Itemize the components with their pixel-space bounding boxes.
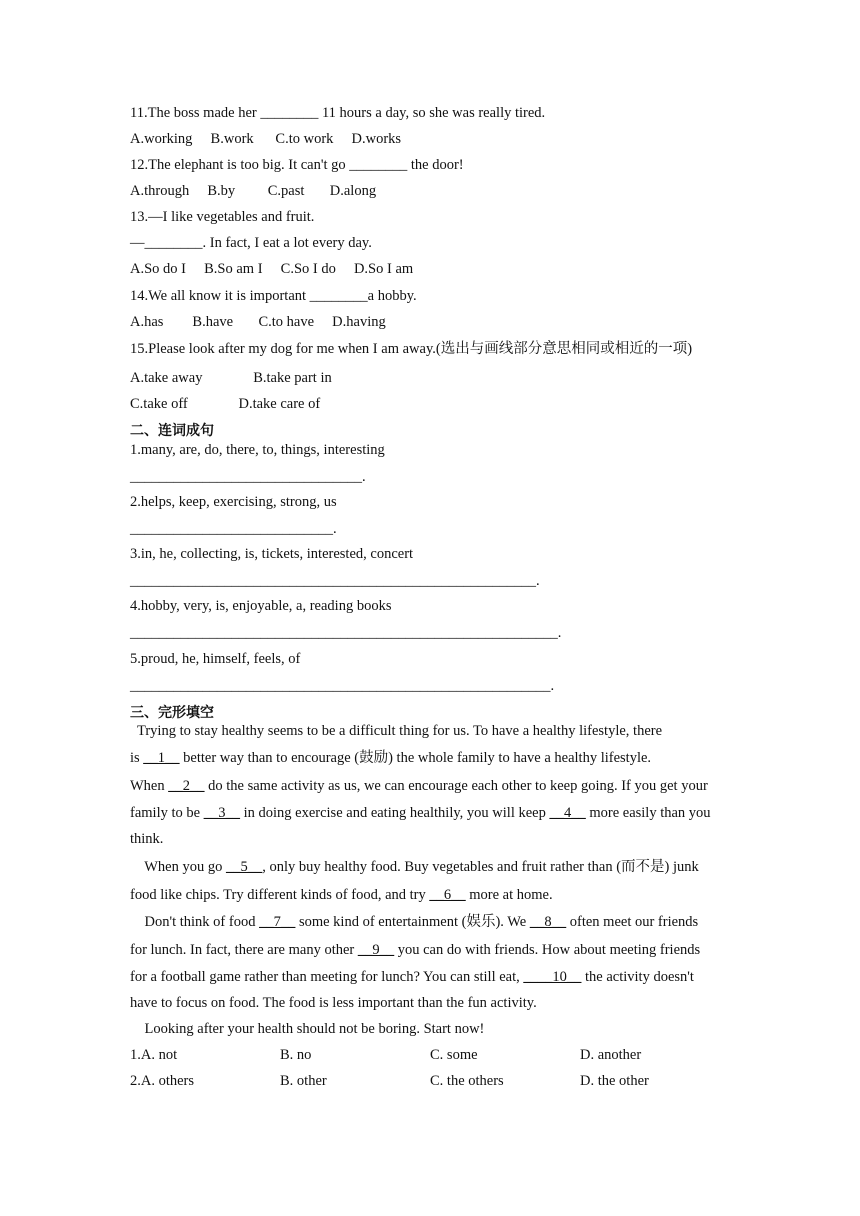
sentence-3-words: 3.in, he, collecting, is, tickets, interested, concert bbox=[130, 546, 414, 562]
question-11-options: A.working B.work C.to work D.works bbox=[130, 131, 402, 147]
option-1c: C. some bbox=[430, 1047, 478, 1063]
sentence-2-words: 2.helps, keep, exercising, strong, us bbox=[130, 494, 337, 510]
blank-5: __5__ bbox=[226, 859, 263, 875]
question-12: 12.The elephant is too big. It can't go ________ the door! bbox=[130, 157, 464, 173]
option-1b: B. no bbox=[280, 1047, 312, 1063]
option-1d: D. another bbox=[580, 1047, 642, 1063]
option-2d: D. the other bbox=[580, 1073, 649, 1089]
passage-line-5: think. bbox=[130, 831, 164, 847]
passage-line-2: is __1__ better way than to encourage (鼓励) the whole family to have a healthy lifestyle. bbox=[130, 750, 652, 766]
option-2c: C. the others bbox=[430, 1073, 504, 1089]
sentence-4-answer-line: ___________________________________________________________. bbox=[130, 625, 562, 641]
question-14-options: A.has B.have C.to have D.having bbox=[130, 314, 386, 330]
passage-line-9: for lunch. In fact, there are many other __9__ you can do with friends. How about meeting friends bbox=[130, 942, 701, 958]
blank-9: __9__ bbox=[357, 942, 395, 958]
blank-2: __2__ bbox=[168, 778, 205, 794]
option-2b: B. other bbox=[280, 1073, 327, 1089]
question-15-options-row2: C.take off D.take care of bbox=[130, 396, 321, 412]
question-13: 13.—I like vegetables and fruit. bbox=[130, 209, 315, 225]
sentence-2-answer-line: ____________________________. bbox=[130, 521, 337, 537]
question-15-options-row1: A.take away B.take part in bbox=[130, 370, 332, 386]
question-12-options: A.through B.by C.past D.along bbox=[130, 183, 377, 199]
sentence-5-answer-line: __________________________________________________________. bbox=[130, 678, 555, 694]
question-13-reply: —________. In fact, I eat a lot every day. bbox=[130, 235, 372, 251]
section3-heading: 三、完形填空 bbox=[130, 705, 214, 721]
blank-3: __3__ bbox=[203, 805, 240, 821]
passage-line-11: have to focus on food. The food is less important than the fun activity. bbox=[130, 995, 537, 1011]
passage-line-8: Don't think of food __7__ some kind of entertainment (娱乐). We __8__ often meet our friends bbox=[130, 914, 699, 930]
blank-4: __4__ bbox=[549, 805, 586, 821]
blank-6: __6__ bbox=[429, 887, 466, 903]
sentence-1-words: 1.many, are, do, there, to, things, interesting bbox=[130, 442, 385, 458]
option-1a: 1.A. not bbox=[130, 1047, 178, 1063]
question-14: 14.We all know it is important ________a hobby. bbox=[130, 288, 417, 304]
section2-heading: 二、连词成句 bbox=[130, 423, 214, 439]
passage-line-6: When you go __5__, only buy healthy food. Buy vegetables and fruit rather than (而不是) junk bbox=[130, 859, 699, 875]
passage-line-12: Looking after your health should not be boring. Start now! bbox=[130, 1021, 485, 1037]
option-2a: 2.A. others bbox=[130, 1073, 195, 1089]
passage-line-10: for a football game rather than meeting for lunch? You can still eat, ____10__ the activity doesn't bbox=[130, 969, 694, 985]
passage-line-4: family to be __3__ in doing exercise and eating healthily, you will keep __4__ more easily than you bbox=[130, 805, 711, 821]
blank-1: __1__ bbox=[143, 750, 180, 766]
question-13-options: A.So do I B.So am I C.So I do D.So I am bbox=[130, 261, 414, 277]
passage-line-7: food like chips. Try different kinds of food, and try __6__ more at home. bbox=[130, 887, 553, 903]
passage-line-3: When __2__ do the same activity as us, we can encourage each other to keep going. If you get your bbox=[130, 778, 708, 794]
sentence-1-answer-line: ________________________________. bbox=[130, 469, 366, 485]
blank-7: __7__ bbox=[259, 914, 296, 930]
sentence-3-answer-line: ________________________________________________________. bbox=[130, 573, 540, 589]
sentence-5-words: 5.proud, he, himself, feels, of bbox=[130, 651, 301, 667]
sentence-4-words: 4.hobby, very, is, enjoyable, a, reading books bbox=[130, 598, 392, 614]
passage-line-1: Trying to stay healthy seems to be a difficult thing for us. To have a healthy lifestyle, there bbox=[130, 723, 663, 739]
question-11: 11.The boss made her ________ 11 hours a day, so she was really tired. bbox=[130, 105, 546, 121]
blank-10: ____10__ bbox=[523, 969, 582, 985]
blank-8: __8__ bbox=[529, 914, 567, 930]
question-15: 15.Please look after my dog for me when I am away.(选出与画线部分意思相同或相近的一项) bbox=[130, 341, 693, 357]
